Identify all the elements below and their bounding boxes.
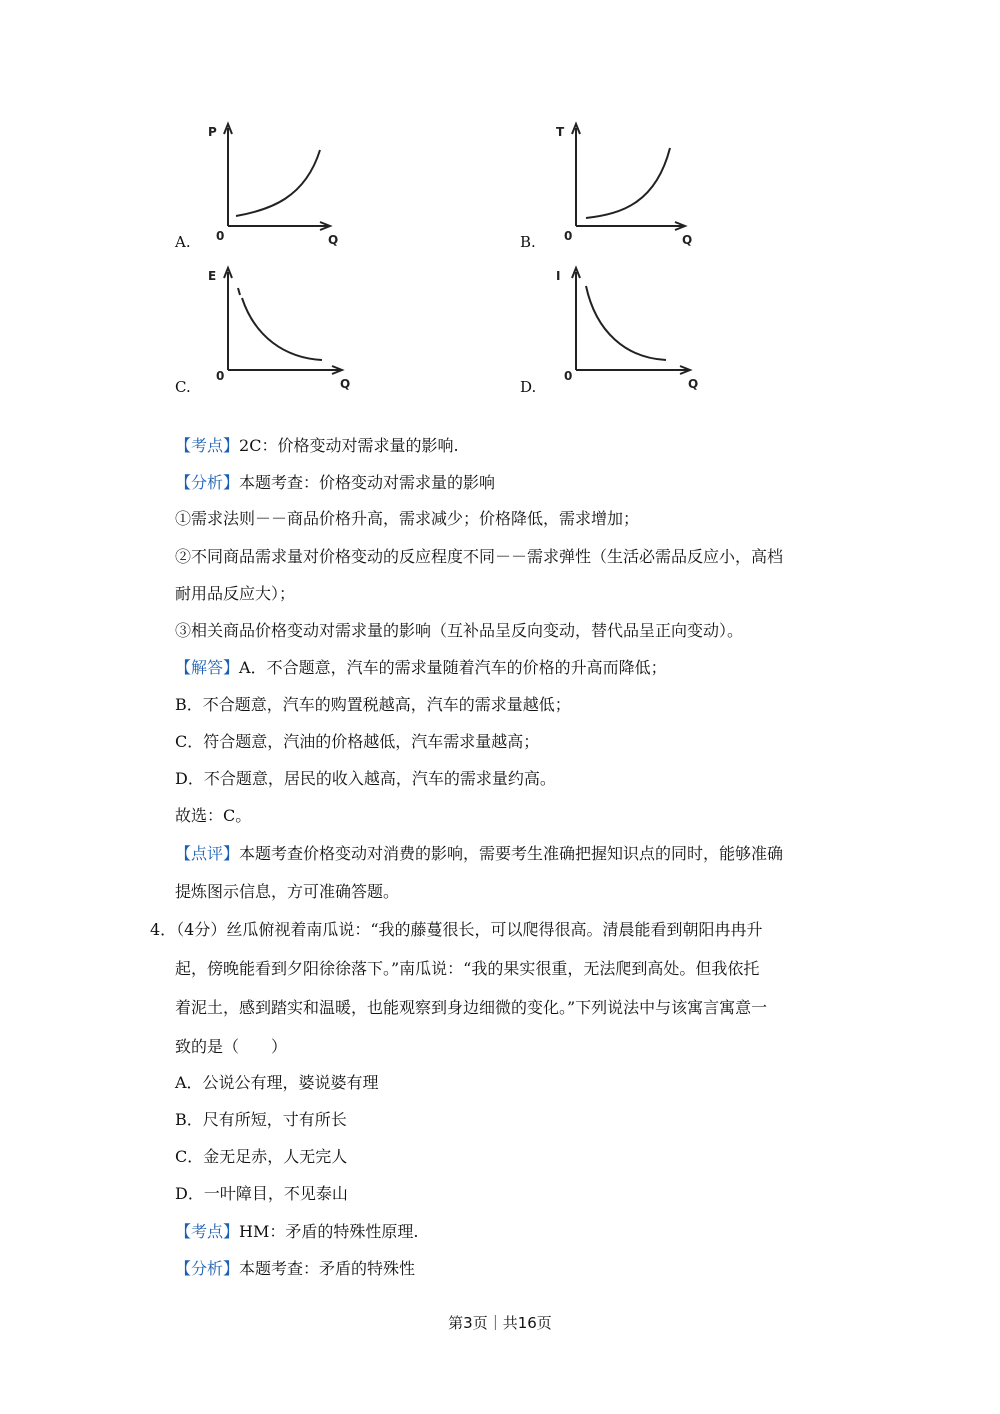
- graph-c-origin-label: 0: [216, 369, 225, 383]
- graph-c: [200, 262, 360, 392]
- q3-dianping: [175, 844, 783, 864]
- graph-b-label: B.: [520, 233, 536, 251]
- q4-stem-line-1: 4．（4分）丝瓜俯视着南瓜说：“我的藤蔓很长，可以爬得很高。清晨能看到朝阳冉冉升: [150, 920, 763, 939]
- q3-fenxi: [175, 473, 495, 493]
- q3-dianping-tag: 【点评】: [175, 844, 240, 863]
- q3-point-2a: ②不同商品需求量对价格变动的反应程度不同－－需求弹性（生活必需品反应小，高档: [175, 547, 784, 566]
- q3-jieda-a: A．不合题意，汽车的需求量随着汽车的价格的升高而降低；: [239, 658, 667, 677]
- q4-kaodian-tag: 【考点】: [175, 1222, 240, 1241]
- page-footer: 第3页｜共16页: [448, 1314, 552, 1332]
- graph-c-y-axis-label: E: [208, 269, 217, 283]
- q3-point-1: ①需求法则－－商品价格升高，需求减少；价格降低，需求增加；: [175, 509, 640, 528]
- graph-a-origin-label: 0: [216, 229, 225, 243]
- q3-point-3: ③相关商品价格变动对需求量的影响（互补品呈反向变动，替代品呈正向变动）。: [175, 621, 744, 640]
- q4-fenxi: [175, 1259, 415, 1279]
- q4-fenxi-text: 本题考查：矛盾的特殊性: [239, 1259, 416, 1278]
- q4-option-c: C．金无足赤，人无完人: [175, 1147, 348, 1166]
- q3-jieda-d: D．不合题意，居民的收入越高，汽车的需求量约高。: [175, 769, 556, 788]
- q4-kaodian-text: HM：矛盾的特殊性原理.: [239, 1222, 419, 1241]
- q4-option-a: A．公说公有理，婆说婆有理: [175, 1073, 379, 1092]
- q3-kaodian-text: 2C：价格变动对需求量的影响.: [239, 436, 459, 455]
- q3-dianping-b: 提炼图示信息，方可准确答题。: [175, 882, 400, 901]
- q3-guxuan: 故选：C。: [175, 806, 252, 825]
- graph-a-x-axis-label: Q: [328, 233, 339, 247]
- graph-d: [548, 262, 708, 392]
- q3-fenxi-text: 本题考查：价格变动对需求量的影响: [239, 473, 496, 492]
- q4-option-d: D．一叶障目，不见泰山: [175, 1184, 348, 1203]
- q3-kaodian: [175, 436, 459, 456]
- q3-jieda-b: B．不合题意，汽车的购置税越高，汽车的需求量越低；: [175, 695, 571, 714]
- q4-option-b: B．尺有所短，寸有所长: [175, 1110, 347, 1129]
- q3-jieda-c: C．符合题意，汽油的价格越低，汽车需求量越高；: [175, 732, 540, 751]
- graph-a-label: A.: [175, 233, 191, 251]
- q3-jieda-tag: 【解答】: [175, 658, 240, 677]
- q4-stem-line-2: 起，傍晚能看到夕阳徐徐落下。”南瓜说：“我的果实很重，无法爬到高处。但我依托: [175, 959, 760, 978]
- q3-fenxi-tag: 【分析】: [175, 473, 240, 492]
- graph-d-x-axis-label: Q: [688, 377, 699, 391]
- graph-b-x-axis-label: Q: [682, 233, 693, 247]
- graph-d-label: D.: [520, 378, 537, 396]
- graph-b: [548, 118, 698, 248]
- graph-b-origin-label: 0: [564, 229, 573, 243]
- q3-kaodian-tag: 【考点】: [175, 436, 240, 455]
- graph-d-origin-label: 0: [564, 369, 573, 383]
- graph-a-y-axis-label: P: [208, 125, 217, 139]
- q4-kaodian: [175, 1222, 418, 1242]
- graph-c-label: C.: [175, 378, 191, 396]
- graph-b-y-axis-label: T: [556, 125, 565, 139]
- q3-dianping-a: 本题考查价格变动对消费的影响，需要考生准确把握知识点的同时，能够准确: [239, 844, 784, 863]
- q4-stem-line-4: 致的是（ ）: [175, 1037, 288, 1056]
- q4-stem-line-3: 着泥土，感到踏实和温暖，也能观察到身边细微的变化。”下列说法中与该寓言寓意一: [175, 998, 768, 1017]
- q3-jieda: [175, 658, 667, 678]
- graph-c-x-axis-label: Q: [340, 377, 351, 391]
- graph-d-y-axis-label: I: [556, 269, 561, 283]
- q4-fenxi-tag: 【分析】: [175, 1259, 240, 1278]
- q3-point-2b: 耐用品反应大）；: [175, 584, 296, 603]
- graph-a: [200, 118, 340, 248]
